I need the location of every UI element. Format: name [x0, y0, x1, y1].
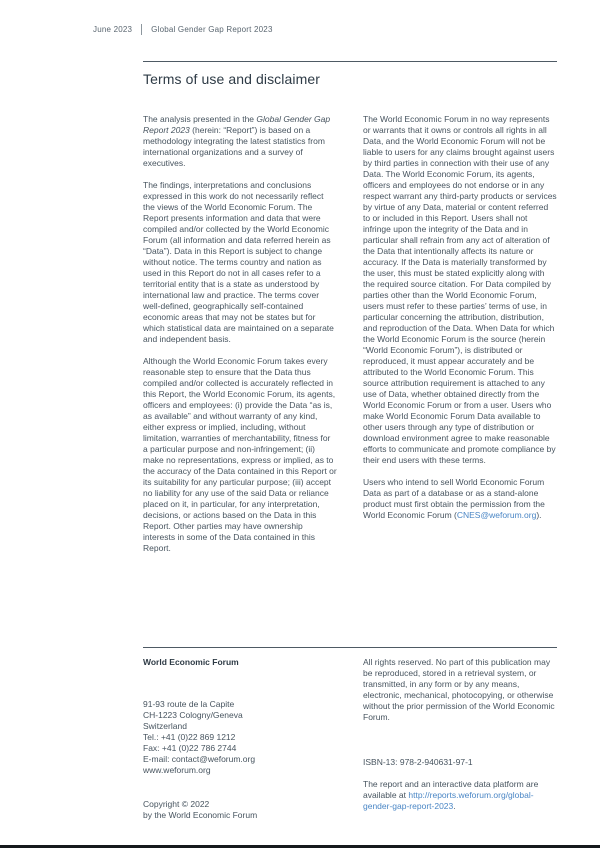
platform-note [363, 779, 557, 812]
address-line: Fax: +41 (0)22 786 2744 [143, 743, 237, 753]
terms-paragraph-2: The findings, interpretations and conclusions expressed in this work do not necessarily reflect the views of the World Economic Forum. The Report presents information and data that were compiled and/or collected by the World Economic Forum (all information and data referred herein as “Data”). Data in this Report is subject to change without notice. The terms country and nation as used in this Report do not in all cases refer to a territorial entity that is a state as understood by international law and practice. The terms cover well-defined, geographically self-contained economic areas that may not be states but for which statistical data are maintained on a separate and independent basis. [143, 180, 334, 344]
footer-rule [143, 647, 557, 648]
address-block [143, 699, 337, 776]
copyright-block [143, 799, 337, 821]
isbn-number: ISBN-13: 978-2-940631-97-1 [363, 757, 473, 767]
footer-right-column [363, 657, 557, 821]
terms-body [143, 114, 557, 565]
report-title-italic: Global Gender Gap Report 2023 [143, 114, 331, 135]
paragraph-5-text-start: Users who intend to sell World Economic Forum Data as part of a database or as a stand-alone product must first obtain the permission from the World Economic Forum ( [363, 477, 545, 520]
paragraph-1-text-start: The analysis presented in the [143, 114, 257, 124]
copyright-line: Copyright © 2022 [143, 799, 210, 809]
terms-paragraph-1 [143, 114, 337, 169]
platform-text-start: The report and an interactive data platform are available at [363, 779, 539, 800]
address-line: Tel.: +41 (0)22 869 1212 [143, 732, 236, 742]
title-rule [143, 61, 557, 62]
terms-paragraph-3: Although the World Economic Forum takes every reasonable step to ensure that the Data thus compiled and/or collected is accurately reflected in this Report, the World Economic Forum, its agents, officers and employees: (i) provide the Data “as is, as available” and without warranty of any kind, either express or implied, including, without limitation, warranties of merchantability, fitness for a particular purpose and non-infringement; (ii) make no representations, express or implied, as to the accuracy of the Data contained in this Report or its suitability for any particular purpose; (iii) accept no liability for any use of the said Data or reliance placed on it, in particular, for any interpretation, decisions, or actions based on the Data in this Report. Other parties may have ownership interests in some of the Data contained in this Report. [143, 356, 337, 553]
organization-name: World Economic Forum [143, 657, 239, 667]
page-footer [143, 657, 557, 821]
platform-text-end: . [453, 801, 456, 811]
report-platform-link[interactable]: http://reports.weforum.org/global-gender-gap-report-2023 [363, 790, 534, 811]
footer-left-column [143, 657, 337, 821]
terms-paragraph-5 [363, 477, 557, 521]
terms-right-column [363, 114, 557, 565]
terms-left-column [143, 114, 337, 565]
rights-statement: All rights reserved. No part of this publication may be reproduced, stored in a retrieval system, or transmitted, in any form or by any means, electronic, mechanical, photocopying, or otherwise without the prior permission of the World Economic Forum. [363, 657, 555, 722]
paragraph-1-text-end: (herein: “Report”) is based on a methodology integrating the latest statistics from international organizations and a survey of executives. [143, 125, 325, 168]
copyright-line: by the World Economic Forum [143, 810, 258, 820]
header-report-title: Global Gender Gap Report 2023 [151, 25, 273, 34]
page-title: Terms of use and disclaimer [143, 71, 320, 87]
page-header [93, 24, 273, 35]
address-line: 91-93 route de la Capite [143, 699, 235, 709]
address-line: CH-1223 Cologny/Geneva [143, 710, 243, 720]
header-divider [141, 24, 142, 35]
terms-paragraph-4: The World Economic Forum in no way represents or warrants that it owns or controls all rights in all Data, and the World Economic Forum will not be liable to users for any claims brought against users by third parties in connection with their use of any Data. The World Economic Forum, its agents, officers and employees do not endorse or in any respect warrant any third-party products or services by virtue of any Data, material or content referred to or included in this Report. Users shall not infringe upon the integrity of the Data and in particular shall refrain from any act of alteration of the Data that intentionally affects its nature or accuracy. If the Data is materially transformed by the user, this must be stated explicitly along with the required source citation. For Data compiled by parties other than the World Economic Forum, users must refer to these parties’ terms of use, in particular concerning the attribution, distribution, and reproduction of the Data. When Data for which the World Economic Forum is the source (herein “World Economic Forum”), is distributed or reproduced, it must appear accurately and be attributed to the World Economic Forum. This source attribution requirement is attached to any use of Data, whether obtained directly from the World Economic Forum or from a user. Users who make World Economic Forum Data available to other users through any type of distribution or download environment agree to make reasonable efforts to communicate and promote compliance by their end users with these terms. [363, 114, 557, 465]
email-link[interactable]: CNES@weforum.org [456, 510, 537, 520]
paragraph-5-text-end: ). [536, 510, 542, 520]
address-line: Switzerland [143, 721, 187, 731]
address-line: www.weforum.org [143, 765, 211, 775]
header-date: June 2023 [93, 25, 133, 34]
address-line: E-mail: contact@weforum.org [143, 754, 256, 764]
